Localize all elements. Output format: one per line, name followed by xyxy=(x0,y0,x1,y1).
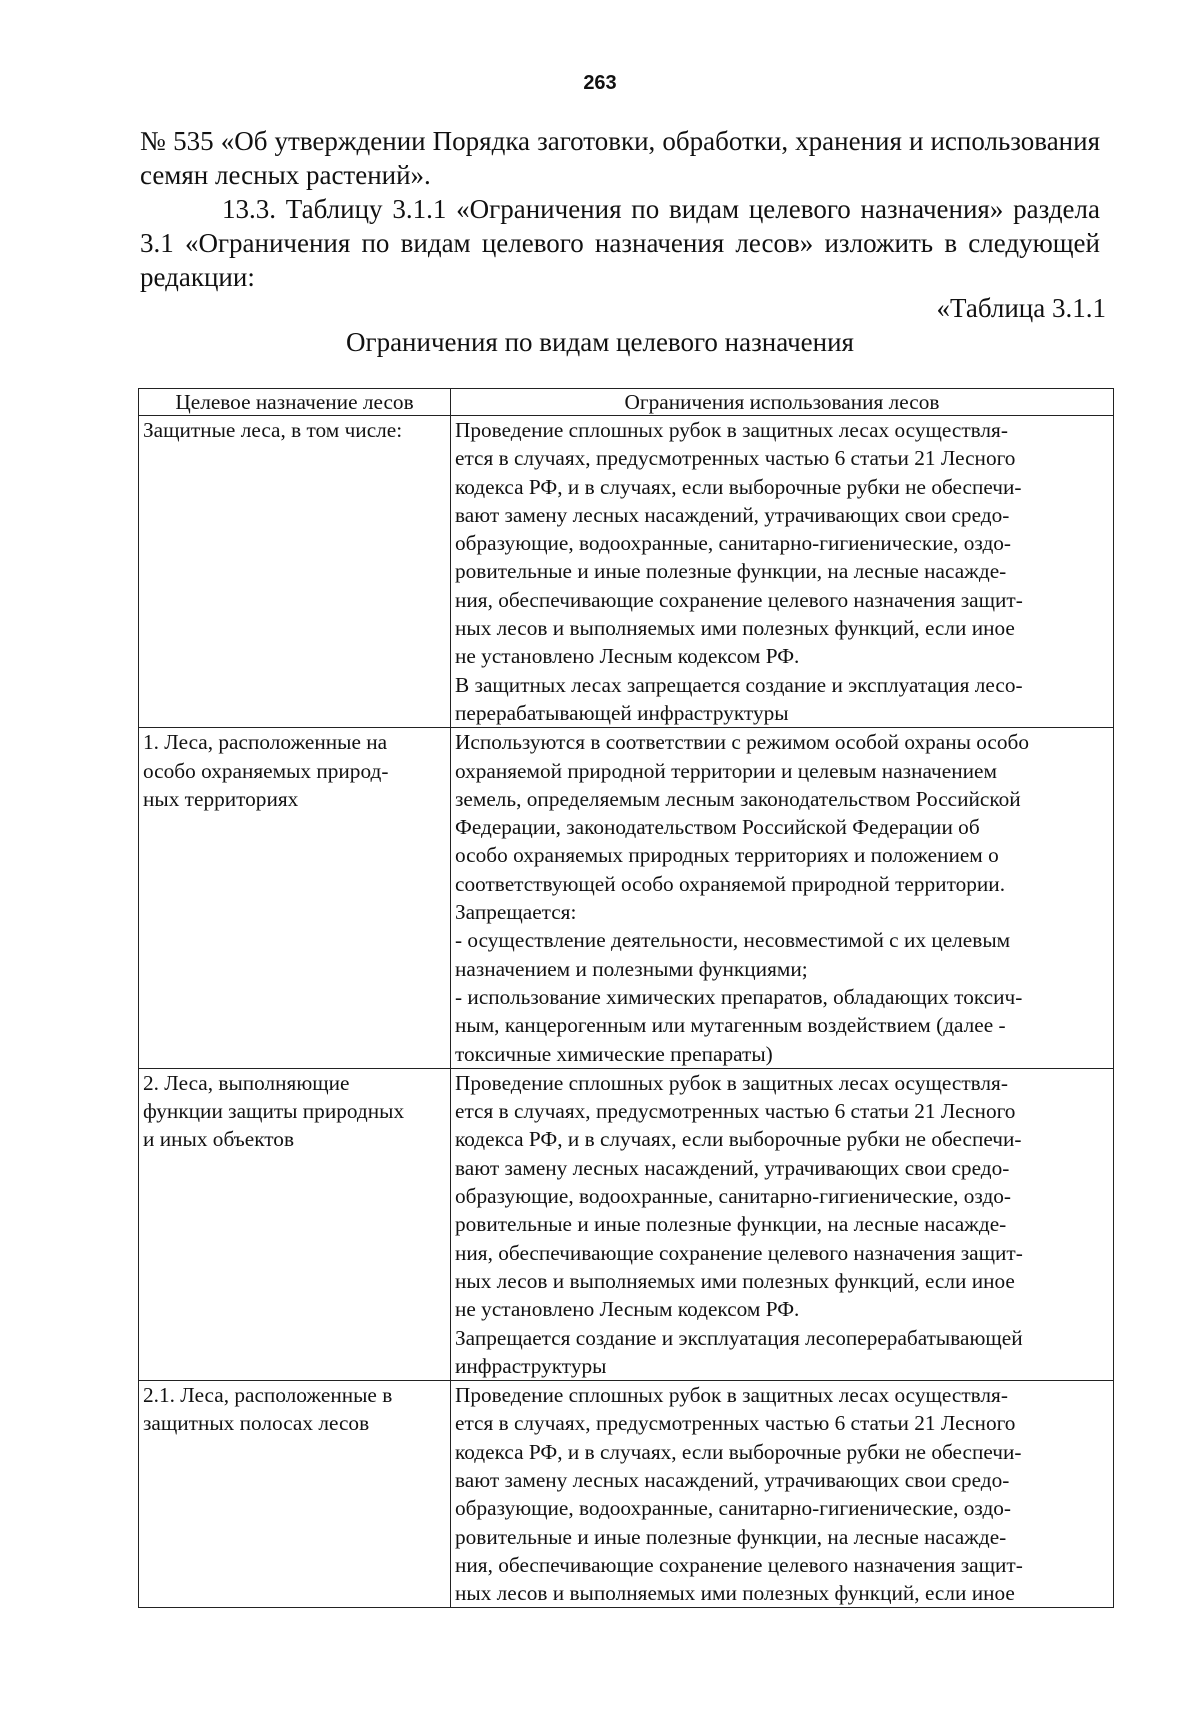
restriction-line: ных лесов и выполняемых ими полезных функций, если иное xyxy=(455,616,1015,641)
table-row xyxy=(139,1381,1114,1608)
restriction-line: токсичные химические препараты) xyxy=(455,1041,773,1066)
restriction-line: не установлено Лесным кодексом РФ. xyxy=(455,1297,800,1322)
restriction-line: В защитных лесах запрещается создание и эксплуатация лесо- xyxy=(455,672,1023,697)
restriction-line: образующие, водоохранные, санитарно-гигиенические, оздо- xyxy=(455,1496,1012,1521)
cell-forest-purpose xyxy=(139,1381,451,1608)
restriction-line: ровительные и иные полезные функции, на лесные насажде- xyxy=(455,559,1007,584)
header-usage-restrictions: Ограничения использования лесов xyxy=(451,389,1114,416)
restriction-line: ния, обеспечивающие сохранение целевого назначения защит- xyxy=(455,587,1023,612)
purpose-line: Защитные леса, в том числе: xyxy=(143,418,403,442)
restriction-line: кодекса РФ, и в случаях, если выборочные рубки не обеспечи- xyxy=(455,1127,1022,1152)
restriction-line: особо охраняемых природных территориях и положением о xyxy=(455,843,999,868)
cell-usage-restrictions xyxy=(451,728,1114,1069)
restriction-line: ровительные и иные полезные функции, на лесные насажде- xyxy=(455,1524,1007,1549)
restriction-line: Федерации, законодательством Российской Федерации об xyxy=(455,815,980,840)
restriction-line: вают замену лесных насаждений, утрачивающих свои средо- xyxy=(455,502,1010,527)
restrictions-table xyxy=(138,388,1114,1608)
header-forest-purpose: Целевое назначение лесов xyxy=(139,389,451,416)
table-row xyxy=(139,416,1114,728)
restriction-line: вают замену лесных насаждений, утрачивающих свои средо- xyxy=(455,1467,1010,1492)
restriction-line: ется в случаях, предусмотренных частью 6 статьи 21 Лесного xyxy=(455,446,1016,471)
restriction-line: инфраструктуры xyxy=(455,1353,607,1378)
restriction-line: перерабатывающей инфраструктуры xyxy=(455,700,789,725)
table-row xyxy=(139,1068,1114,1380)
restriction-line: назначением и полезными функциями; xyxy=(455,956,808,981)
purpose-line: ных территориях xyxy=(143,786,299,811)
paragraph-order-reference: № 535 «Об утверждении Порядка заготовки, обработки, хранения и использования семян лесных растений». xyxy=(140,126,1100,190)
restriction-line: кодекса РФ, и в случаях, если выборочные рубки не обеспечи- xyxy=(455,1439,1022,1464)
table-title: Ограничения по видам целевого назначения xyxy=(346,327,854,357)
restriction-line: ния, обеспечивающие сохранение целевого назначения защит- xyxy=(455,1240,1023,1265)
restriction-line: образующие, водоохранные, санитарно-гигиенические, оздо- xyxy=(455,1184,1012,1209)
table-header-row xyxy=(139,389,1114,416)
table-row xyxy=(139,728,1114,1069)
restriction-line: соответствующей особо охраняемой природной территории. xyxy=(455,871,1006,896)
purpose-line: 1. Леса, расположенные на xyxy=(143,730,388,755)
cell-usage-restrictions xyxy=(451,1068,1114,1380)
restriction-line: ется в случаях, предусмотренных частью 6 статьи 21 Лесного xyxy=(455,1411,1016,1436)
cell-usage-restrictions xyxy=(451,416,1114,728)
page-number: 263 xyxy=(583,72,617,94)
purpose-line: особо охраняемых природ- xyxy=(143,758,389,783)
restriction-line: вают замену лесных насаждений, утрачивающих свои средо- xyxy=(455,1155,1010,1180)
cell-usage-restrictions xyxy=(451,1381,1114,1608)
restriction-line: ных лесов и выполняемых ими полезных функций, если иное xyxy=(455,1268,1015,1293)
table-caption: «Таблица 3.1.1 xyxy=(936,293,1106,323)
purpose-line: 2.1. Леса, расположенные в xyxy=(143,1383,393,1408)
restriction-line: кодекса РФ, и в случаях, если выборочные рубки не обеспечи- xyxy=(455,474,1022,499)
restriction-line: ния, обеспечивающие сохранение целевого назначения защит- xyxy=(455,1552,1023,1577)
restriction-line: охраняемой природной территории и целевым назначением xyxy=(455,758,997,783)
restriction-line: земель, определяемым лесным законодательством Российской xyxy=(455,786,1021,811)
restriction-line: Проведение сплошных рубок в защитных лесах осуществля- xyxy=(455,1070,1008,1095)
restriction-line: Проведение сплошных рубок в защитных лесах осуществля- xyxy=(455,418,1008,442)
restriction-line: Используются в соответствии с режимом особой охраны особо xyxy=(455,730,1030,755)
restriction-line: не установлено Лесным кодексом РФ. xyxy=(455,644,800,669)
restriction-line: ным, канцерогенным или мутагенным воздействием (далее - xyxy=(455,1013,1006,1038)
restriction-line: Запрещается: xyxy=(455,900,577,925)
purpose-line: и иных объектов xyxy=(143,1127,295,1152)
restriction-line: Проведение сплошных рубок в защитных лесах осуществля- xyxy=(455,1383,1008,1408)
cell-forest-purpose xyxy=(139,1068,451,1380)
table-body xyxy=(139,416,1114,1608)
purpose-line: защитных полосах лесов xyxy=(143,1411,370,1436)
restriction-line: ных лесов и выполняемых ими полезных функций, если иное xyxy=(455,1581,1015,1606)
restriction-line: ровительные и иные полезные функции, на лесные насажде- xyxy=(455,1212,1007,1237)
cell-forest-purpose xyxy=(139,416,451,728)
restriction-line: - осуществление деятельности, несовместимой с их целевым xyxy=(455,928,1011,953)
paragraph-amendment-13-3: 13.3. Таблицу 3.1.1 «Ограничения по видам целевого назначения» раздела 3.1 «Ограничения по видам целевого назначения лесов» изложить в следующей редакции: xyxy=(140,194,1100,292)
restriction-line: ется в случаях, предусмотренных частью 6 статьи 21 Лесного xyxy=(455,1099,1016,1124)
purpose-line: 2. Леса, выполняющие xyxy=(143,1070,350,1095)
restriction-line: - использование химических препаратов, обладающих токсич- xyxy=(455,984,1023,1009)
restriction-line: образующие, водоохранные, санитарно-гигиенические, оздо- xyxy=(455,531,1012,556)
purpose-line: функции защиты природных xyxy=(143,1099,405,1124)
cell-forest-purpose xyxy=(139,728,451,1069)
restriction-line: Запрещается создание и эксплуатация лесоперерабатывающей xyxy=(455,1325,1023,1350)
